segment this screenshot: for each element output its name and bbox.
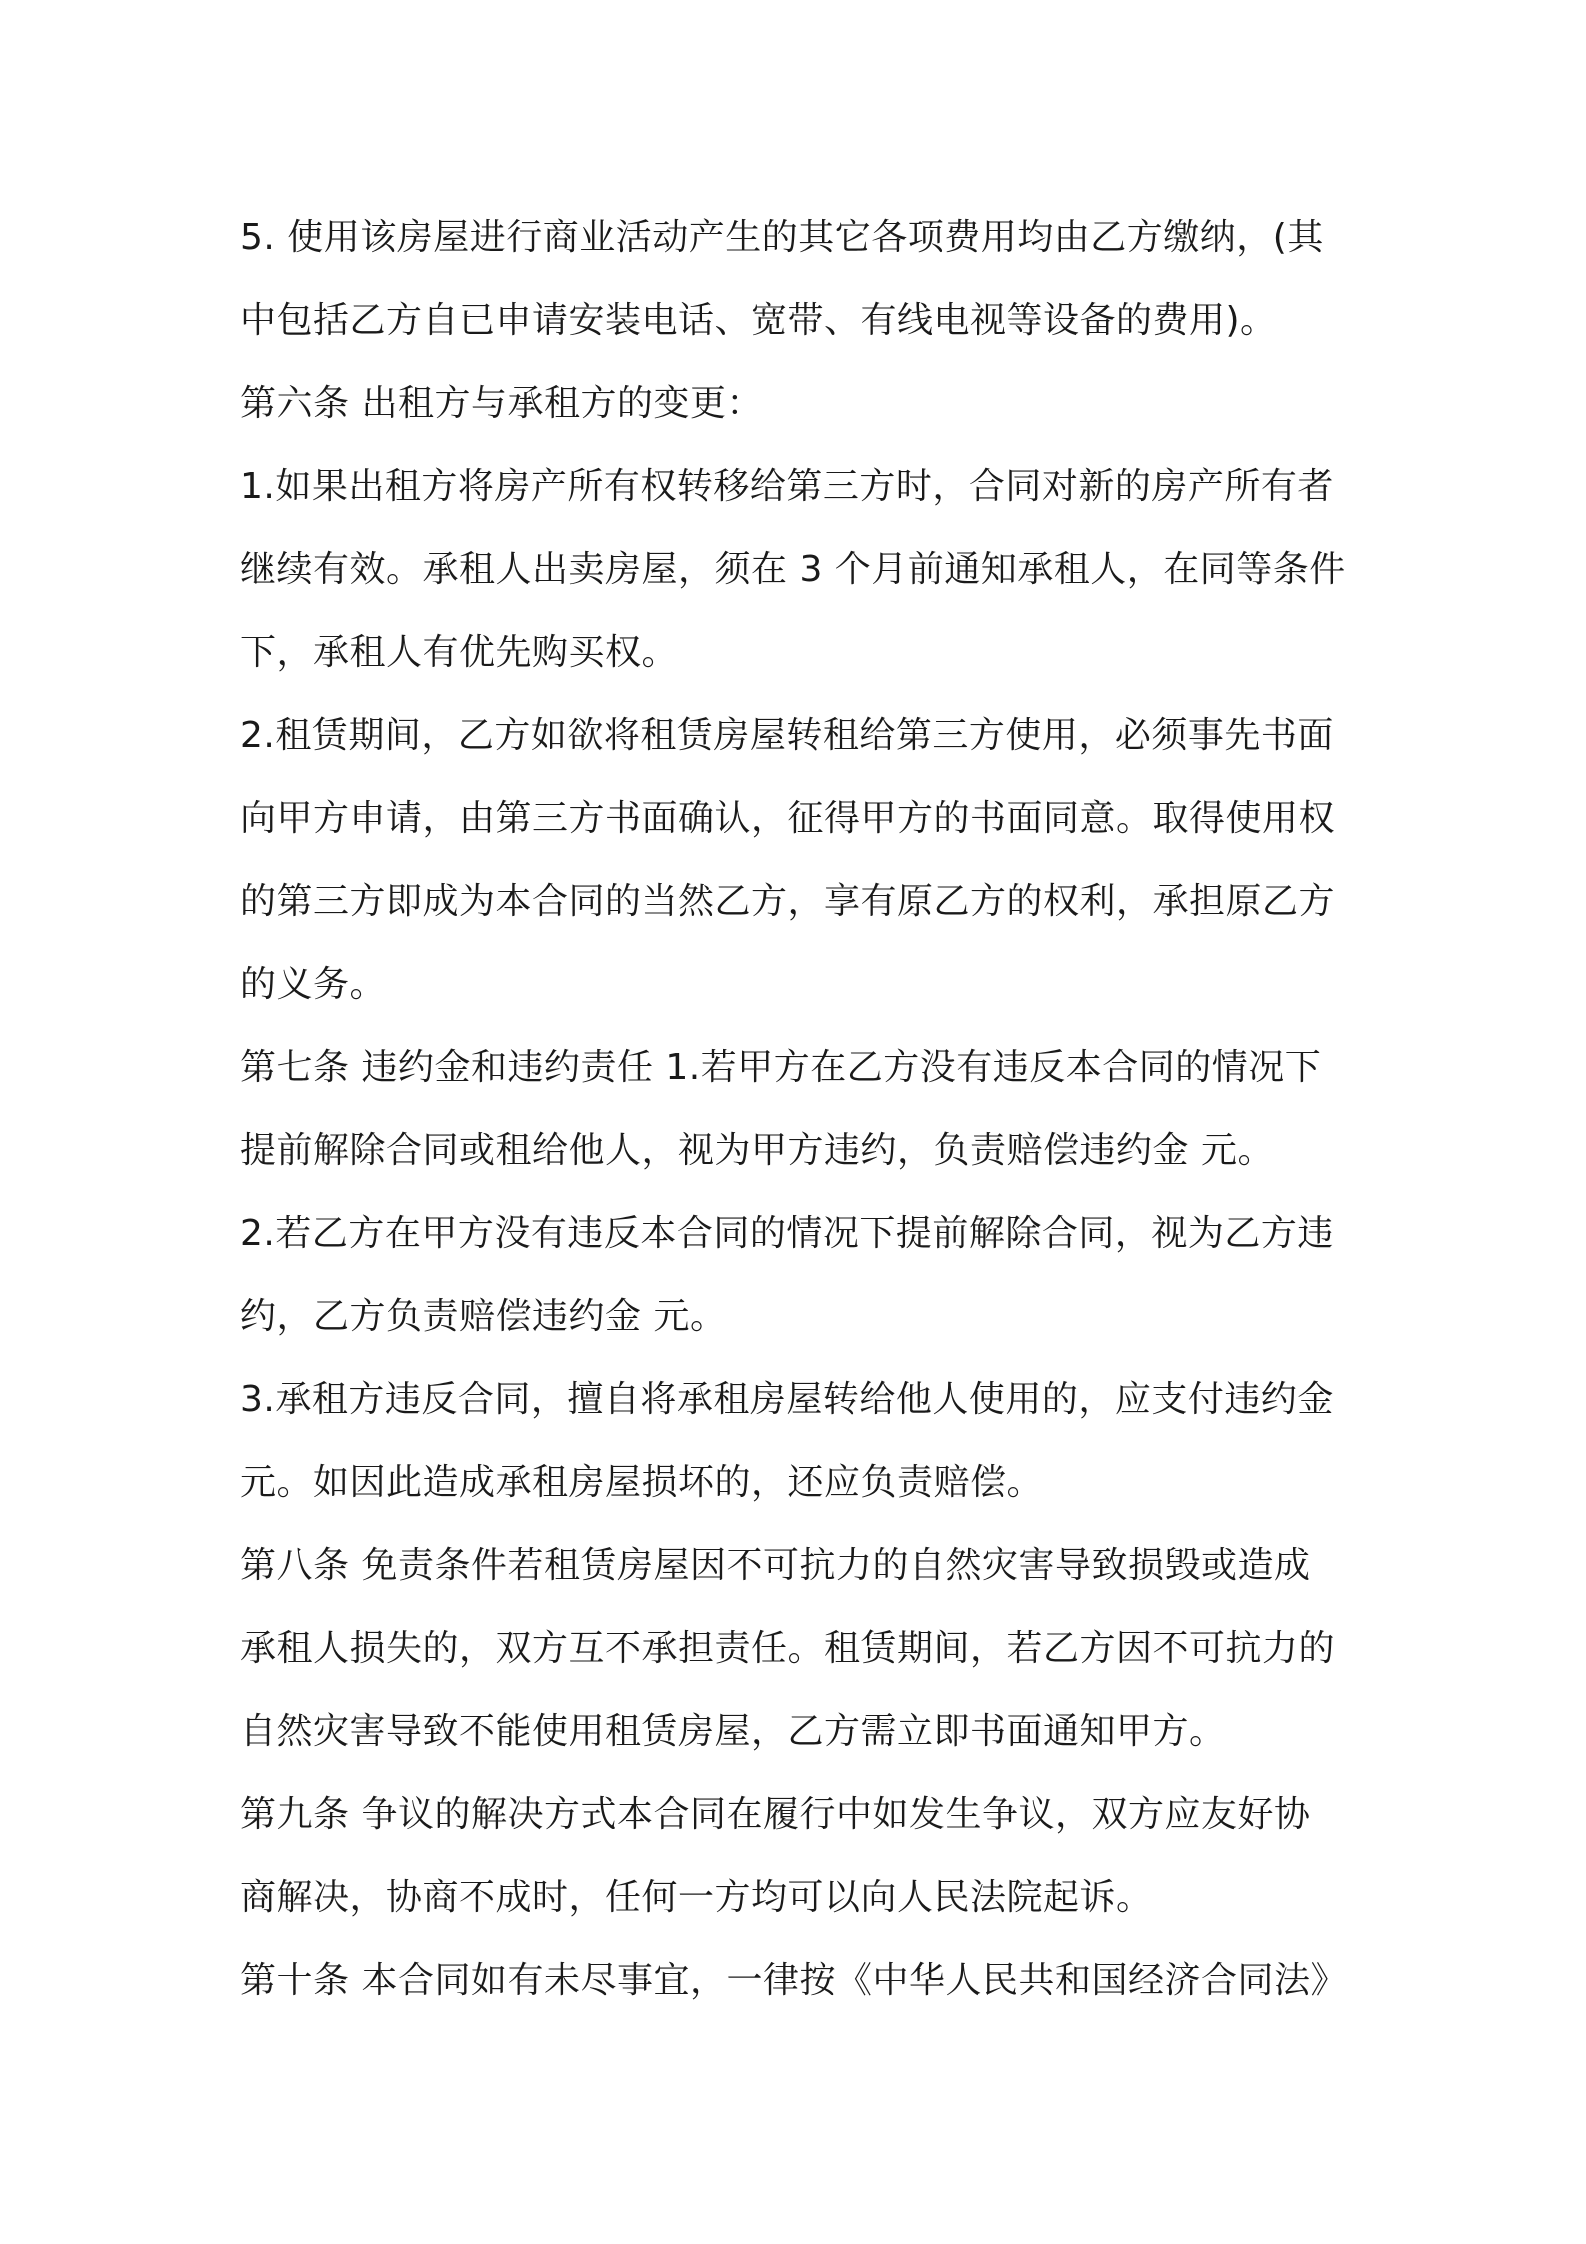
text-line: 向甲方申请，由第三方书面确认，征得甲方的书面同意。取得使用权 <box>240 798 1336 839</box>
article-7-heading: 第七条 违约金和违约责任 1.若甲方在乙方没有违反本合同的情况下 <box>240 1047 1322 1088</box>
text-line: 提前解除合同或租给他人，视为甲方违约，负责赔偿违约金 元。 <box>240 1130 1274 1171</box>
text-line: 2.租赁期间，乙方如欲将租赁房屋转租给第三方使用，必须事先书面 <box>240 715 1334 756</box>
contract-text <box>240 196 1360 2022</box>
text-line: 2.若乙方在甲方没有违反本合同的情况下提前解除合同，视为乙方违 <box>240 1213 1334 1254</box>
article-9-heading: 第九条 争议的解决方式本合同在履行中如发生争议，双方应友好协 <box>240 1794 1311 1835</box>
article-10-heading: 第十条 本合同如有未尽事宜，一律按《中华人民共和国经济合同法》 <box>240 1960 1347 2001</box>
text-line: 3.承租方违反合同，擅自将承租房屋转给他人使用的，应支付违约金 <box>240 1379 1334 1420</box>
text-line: 约，乙方负责赔偿违约金 元。 <box>240 1296 727 1337</box>
text-line: 的第三方即成为本合同的当然乙方，享有原乙方的权利，承担原乙方 <box>240 881 1336 922</box>
text-line: 自然灾害导致不能使用租赁房屋，乙方需立即书面通知甲方。 <box>240 1711 1226 1752</box>
article-6-heading: 第六条 出租方与承租方的变更： <box>240 383 763 424</box>
text-line: 1.如果出租方将房产所有权转移给第三方时，合同对新的房产所有者 <box>240 466 1334 507</box>
text-line: 元。如因此造成承租房屋损坏的，还应负责赔偿。 <box>240 1462 1044 1503</box>
article-8-heading: 第八条 免责条件若租赁房屋因不可抗力的自然灾害导致损毁或造成 <box>240 1545 1311 1586</box>
text-line: 的义务。 <box>240 964 387 1005</box>
text-line: 5. 使用该房屋进行商业活动产生的其它各项费用均由乙方缴纳，(其 <box>240 217 1324 258</box>
text-line: 承租人损失的，双方互不承担责任。租赁期间，若乙方因不可抗力的 <box>240 1628 1336 1669</box>
text-line: 继续有效。承租人出卖房屋，须在 3 个月前通知承租人，在同等条件 <box>240 549 1346 590</box>
text-line: 商解决，协商不成时，任何一方均可以向人民法院起诉。 <box>240 1877 1153 1918</box>
text-line: 中包括乙方自已申请安装电话、宽带、有线电视等设备的费用)。 <box>240 300 1277 341</box>
text-line: 下，承租人有优先购买权。 <box>240 632 679 673</box>
